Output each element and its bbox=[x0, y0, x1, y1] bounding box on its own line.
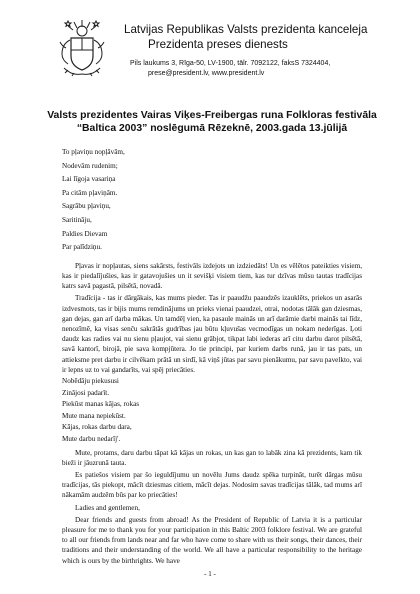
verse-line: Saritināju, bbox=[62, 215, 92, 224]
verse-line: Mute mana nepiekūst. bbox=[62, 411, 126, 420]
verse-line: Mute darbu nedarīj'. bbox=[62, 434, 121, 443]
folk-verse-2 bbox=[62, 376, 362, 446]
paragraph: Mute, protams, daru darbu tāpat kā kājas un rokas, un kas gan to labāk zina kā prezidents, kam tik bieži ir jāuzrunā tauta. bbox=[62, 448, 362, 467]
paragraph: Tradīcija - tas ir dārgākais, kas mums pieder. Tas ir paaudžu paaudzēs izauklēts, priekos un asarās izdvesmots, tas ir bijis mums remdinājums un prieks vienai paaudzei, otrai, nodotas tālāk gan dziesmas, gan dejas, gan arī darba mākas. Un tamdēļ vien, ka pasaule mainās un arī darāmie darbi mainās tai līdz, nenozīmē, ka visas senču sakrātās gudrības jau būtu kļuvušas vecmodīgas un nokam nederīgas. Ļoti daudz kas radies vai nu sienu pļaujot, vai sienu grābjot, tikpat labi iederas arī citu darbu darot pilsētā, savā kantorī, birojā, pie sava kompjūtera. Jo tie principi, par kuriem darbs runā, jau ir tas pats, un attieksme pret darbu ir cilvēkam prātā un sirdī, kā viņš jūtas par savu pienākumu, par savu pavelkto, vai ir lepns uz to vai gandarīts, vai spēj priecāties. bbox=[62, 294, 362, 374]
letterhead bbox=[124, 22, 404, 79]
speech-title bbox=[42, 109, 382, 135]
paragraph: Es patiešos visiem par šo ieguldījumu un novēlu Jums daudz spēka turpināt, turēt dārgas mūsu tradīcijas, tās piekopt, mācīt dziesmas citiem, mācīt dejas. Nodosim savas tradīcijas tālāk, tad mums arī nākamām audzēm būs par ko priecāties! bbox=[62, 470, 362, 500]
verse-line: Lai līgoja vasariņa bbox=[62, 175, 116, 184]
page-number: - 1 - bbox=[204, 570, 216, 578]
folk-verse-1 bbox=[62, 146, 362, 255]
speech-title-line-1: Valsts prezidentes Vairas Viķes-Freibergas runa Folkloras festivāla bbox=[47, 110, 377, 121]
institution-name: Latvijas Republikas Valsts prezidenta kanceleja bbox=[124, 23, 368, 36]
contact-address: Pils laukums 3, Rīga-50, LV-1900, tālr. 7092122, faksS 7324404, bbox=[130, 60, 331, 67]
paragraph: Dear friends and guests from abroad! As the President of Republic of Latvia it is a particular pleasure for me to thank you for your participation in this Baltic 2003 folklore festival. We are grateful to all our friends from lands near and far who have come to share with us their songs, their dances, their traditions and their understanding of the world. We all have a particular responsibility to the heritage which is ours by the birthrights. We have bbox=[62, 515, 362, 565]
speech-body bbox=[62, 146, 362, 566]
verse-line: Sagrābu pļaviņu, bbox=[62, 202, 111, 211]
paragraph: Pļavas ir nopļautas, siens sakārsts, festivāls izdejots un izdziedāts! Un es vēlētos pateikties visiem, kas ir piedalījušies, kas ir gatavojušies un it sevišķi visiem tiem, kas tur dzīvas mūsu tautas tradīcijas katrs savā pagastā, pilsētā, novadā. bbox=[62, 261, 362, 291]
verse-line: Zinājosi padarīt. bbox=[62, 388, 110, 397]
verse-line: Pa citām pļaviņām. bbox=[62, 188, 118, 197]
contact-email-web: prese@president.lv, www.president.lv bbox=[148, 70, 265, 77]
verse-line: To pļaviņu nopļāvām, bbox=[62, 148, 125, 156]
paragraph: Ladies and gentlemen, bbox=[75, 503, 140, 512]
speech-title-line-2: “Baltica 2003” noslēgumā Rēzeknē, 2003.gada 13.jūlijā bbox=[76, 123, 348, 134]
verse-line: Par palīdziņu. bbox=[62, 243, 102, 252]
verse-line: Paldies Dievam bbox=[62, 229, 108, 238]
department-name: Prezidenta preses dienests bbox=[148, 38, 288, 51]
verse-line: Kājas, rokas darbu dara, bbox=[62, 423, 132, 432]
verse-line: Piekūst manas kājas, rokas bbox=[62, 400, 140, 409]
verse-line: Nodevām rudenim; bbox=[62, 161, 118, 170]
coat-of-arms-icon bbox=[54, 18, 110, 80]
verse-line: Nobēdāju piekususi bbox=[62, 376, 119, 385]
